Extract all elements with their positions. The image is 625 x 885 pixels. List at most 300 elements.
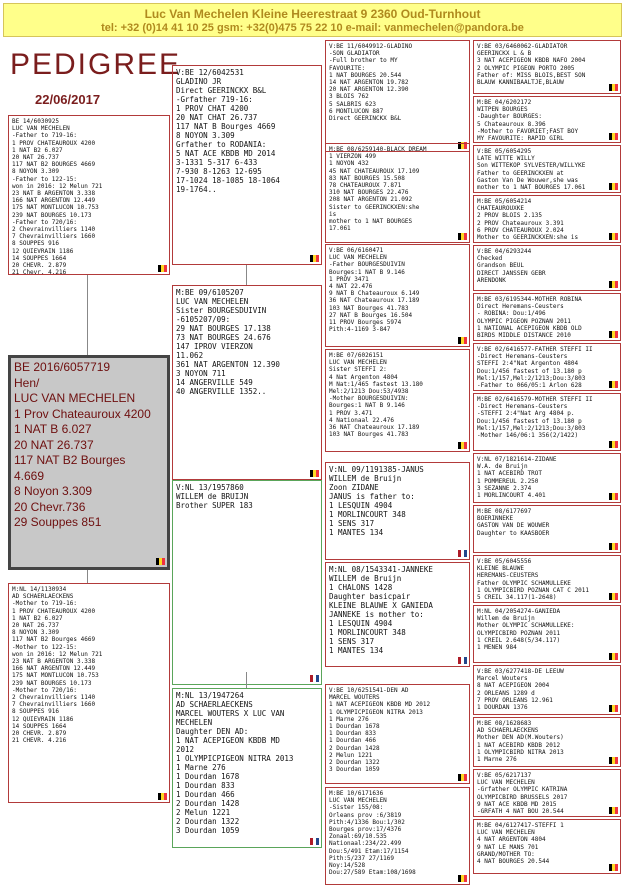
pedigree-line: 1 CREIL 2.648(5/34.117) (477, 636, 561, 644)
pedigree-line: 4 NAT ARGENTON 4804 (477, 836, 546, 844)
pedigree-line: 1 SENS 317 (329, 519, 375, 528)
pedigree-line: GEERINCKX L & B (477, 50, 532, 58)
pedigree-line: -Mother BOURGESDUIVIN: (329, 395, 409, 403)
pedigree-line: 1 OLYMPICBIRD POZNAN CAT C 2011 (477, 586, 589, 594)
pedigree-line: Zoon ZIDANE (329, 483, 379, 492)
pedigree-line: ARENDONK (477, 276, 506, 284)
pedigree-line: 103 NAT Bourges 41.783 (329, 431, 409, 439)
pedigree-line: 1 Dourdan 833 (329, 730, 376, 738)
pedigree-line: 29 NAT BOURGES 17.138 (176, 324, 271, 333)
flag-icon (310, 675, 319, 682)
dam-sire-sire-box (325, 462, 470, 560)
pedigree-line: 78 CHATEAUROUX 7.871 (329, 182, 402, 190)
flag-icon (609, 331, 618, 338)
pedigree-line: 2 ORLEANS 1289 d (477, 689, 535, 697)
flag-icon (310, 470, 319, 477)
great-grandparent-box-14 (473, 717, 621, 767)
pedigree-line: 1 Marne 276 (329, 715, 369, 723)
dam-dam-dam-box (325, 787, 470, 885)
dam-sire-dam-box (325, 562, 470, 667)
pedigree-line: 117 NAT B2 Bourges 4669 (12, 636, 96, 644)
pedigree-line: -Direct Heremans-Ceusters (477, 353, 568, 361)
pedigree-line: GRAND/MOTHER TO: (477, 850, 535, 858)
pedigree-line: 1 MENEN 984 (477, 644, 517, 652)
pedigree-line: 2 Melun 1221 (329, 751, 373, 759)
pedigree-line: M:BE 08/1628683 (477, 720, 532, 727)
pedigree-line: V:BE 10/6251541-DEN AD (329, 687, 409, 694)
pedigree-line: V:BE 11/6049912-GLADINO (329, 43, 413, 50)
great-grandparent-box-12 (473, 605, 621, 663)
pedigree-line: 1 MORLINCOURT 4.401 (477, 492, 546, 500)
pedigree-line: AD SCHAERLAECKENS (176, 700, 253, 709)
pedigree-line: Pith:5/237 27/1169 (329, 854, 395, 862)
pedigree-line: 73 NAT BOURGES 24.676 (176, 333, 271, 342)
pedigree-line: BIRDS MIDDLE DISTANCE 2010 (477, 332, 571, 340)
pedigree-line: 1 PROV 3.471 (329, 409, 373, 417)
pedigree-line: - ROBINA: Dou:1/496 (477, 310, 546, 318)
flag-icon (609, 133, 618, 140)
pedigree-line: V:BE 05/6217137 (477, 772, 532, 779)
pedigree-line: JANUS is father to: (329, 492, 415, 501)
pedigree-line: 19-1764.. (176, 185, 217, 194)
pedigree-date: 22/06/2017 (35, 92, 101, 107)
pedigree-line: LUC VAN MECHELEN (477, 779, 535, 787)
pedigree-line: 12 QUIEVRAIN 1186 (12, 715, 74, 723)
pedigree-line: Dou:1/456 fastest of 13.180 p (477, 417, 582, 425)
pedigree-line: 310 NAT BOURGES 22.476 (329, 189, 409, 197)
flag-icon (609, 864, 618, 871)
great-grandparent-box-13 (473, 665, 621, 715)
pedigree-line: 8 NOYON 3.309 (12, 629, 59, 637)
pedigree-line: -Full brother to MY (329, 57, 398, 65)
pedigree-line: KLEINE BLAUWE X GANIEDA (329, 601, 433, 610)
pedigree-line: 1 NAT B 6.027 (14, 422, 92, 436)
pedigree-line: Daughter basicpair (329, 592, 411, 601)
pedigree-line: 1 PROV CHATEAUROUX 4200 (12, 607, 96, 615)
pedigree-line: Noy:14/528 (329, 862, 366, 870)
pedigree-line: LUC VAN MECHELEN (329, 797, 387, 805)
pedigree-line: 1 MORLINCOURT 348 (329, 628, 406, 637)
pedigree-line: 1 PROV CHAT 4200 (176, 104, 249, 113)
pedigree-line: 1 NAT ACEPIGEON KBDB MD 2012 (329, 701, 431, 709)
pedigree-line: 14 ANGERVILLE 549 (176, 378, 253, 387)
pedigree-line: Willem de Bruijn (477, 615, 535, 623)
pedigree-line: MARCEL WOUTERS (329, 694, 380, 702)
great-grandparent-box-5 (473, 245, 621, 291)
pedigree-line: 3-1331 5-317 6-433 (176, 158, 258, 167)
pedigree-line: M:NL 14/1130934 (12, 586, 67, 593)
pedigree-line: 1 NAT B2 6.027 (12, 614, 63, 622)
pedigree-line: 361 NAT ARGENTON 12.390 (176, 360, 280, 369)
flag-icon (609, 653, 618, 660)
pedigree-line: Mel:1/157,Mel:2/1213;Dou:3/803 (477, 374, 586, 382)
pedigree-line: -6105207/09: (176, 315, 231, 324)
pedigree-line: Mel:1/157,Mel:2/1213;Dou:3/803 (477, 424, 586, 432)
pedigree-line: WILLEM de BRUIJN (176, 492, 249, 501)
dam-dam-box (172, 688, 322, 848)
pedigree-line: 1 SENS 317 (329, 637, 375, 646)
pedigree-line: 9 NAT LE MANS 701 (477, 843, 539, 851)
great-grandparent-box-7 (473, 343, 621, 391)
pedigree-line: Hen/ (14, 375, 40, 390)
pedigree-line: 8 SOUPPES 916 (12, 240, 59, 248)
pedigree-line: 103 NAT Bourges 41.783 (329, 304, 409, 312)
pedigree-line: M Nat:1/465 fastest 13.180 (329, 380, 423, 388)
pedigree-line: 14 NAT ARGENTON 19.782 (329, 79, 409, 87)
pedigree-line: LATE WITTE WILLY (477, 155, 535, 163)
pedigree-line: Direct GEERINCKX B&L (176, 86, 267, 95)
pedigree-line: 1 NAT ACEPIGEON KBDB MD (176, 736, 280, 745)
flag-icon (158, 265, 167, 272)
pedigree-line: Zonaal:69/10.535 (329, 833, 387, 841)
pedigree-line: M:BE 07/6026151 (329, 352, 384, 359)
dam-box (8, 583, 170, 803)
pedigree-line: LUC VAN MECHELEN (329, 254, 387, 262)
pedigree-line: 40 ANGERVILLE 1352.. (176, 387, 267, 396)
pedigree-line: Pith:4/1336 Bou:1/302 (329, 818, 405, 826)
flag-icon (609, 441, 618, 448)
pedigree-line: -Direct Heremans-Ceusters (477, 403, 568, 411)
pedigree-line: -Mother to FAVORIET;FAST BOY (477, 127, 579, 135)
pedigree-line: 29 Souppes 851 (14, 515, 102, 529)
pedigree-line: 8 NAT ACEPIGEON 2004 (477, 682, 550, 690)
pedigree-line: won in 2016: 12 Melun 721 (12, 650, 103, 658)
pedigree-line: 1 PROV CHATEAUROUX 4200 (12, 139, 96, 147)
pedigree-line: 83 NAT BOURGES 15.508 (329, 174, 405, 182)
pedigree-line: 8 NOYON 3.309 (176, 131, 235, 140)
pedigree-line: -SON GLADIATOR (329, 50, 380, 58)
pedigree-line: 3 BLOIS 762 (329, 93, 369, 101)
pedigree-line: 1 DOURDAN 1376 (477, 704, 528, 712)
pedigree-line: -Daughter BOURGES: (477, 113, 543, 121)
pedigree-line: Pith:4-1169 3-847 (329, 326, 391, 334)
pedigree-line: -Mother to 720/16: (12, 686, 78, 694)
pedigree-line: V:BE 02/6416577-FATHER STEFFI II (477, 346, 593, 353)
pedigree-line: 2 Dourdan 1428 (329, 744, 380, 752)
pedigree-line: -Father BOURGESDUIVIN (329, 261, 405, 269)
pedigree-line: V:BE 03/6460062-GLADIATOR (477, 43, 568, 50)
pedigree-line: 1 NAT ACEBIRD TROT (477, 470, 543, 478)
pedigree-line: Brother SUPER 183 (176, 501, 253, 510)
connector-line (87, 570, 88, 583)
pedigree-line: 1 MANTES 134 (329, 646, 384, 655)
pedigree-line: 117 NAT B2 Bourges (14, 453, 126, 467)
flag-icon (609, 84, 618, 91)
connector-line (246, 265, 247, 285)
pedigree-line: MECHELEN (176, 718, 213, 727)
pedigree-line: 3 Dourdan 1059 (176, 826, 240, 835)
pedigree-line: M:BE 08/6177697 (477, 508, 532, 515)
pedigree-line: MY FAVOURITE: RAPID GIRL (477, 135, 564, 143)
pedigree-line: -STEFFI 2:4"Nat Arg 4804 p. (477, 410, 575, 418)
pedigree-line: 27 NAT B Bourges 16.504 (329, 311, 413, 319)
flag-icon (458, 875, 467, 882)
pedigree-line: M:BE 04/6127417-STEFFI 1 (477, 822, 564, 829)
pedigree-line: 6 PROV CHATEAUROUX 2.024 (477, 226, 564, 234)
great-grandparent-box-10 (473, 505, 621, 553)
pedigree-line: 21 CHEVR. 4.216 (12, 737, 67, 745)
pedigree-line: 175 NAT MONTLUCON 10.753 (12, 204, 99, 212)
pedigree-line: 8 SOUPPES 916 (12, 708, 59, 716)
pedigree-title: PEDIGREE (10, 48, 182, 81)
sire-dam-box (172, 285, 322, 480)
pedigree-line: -GRFATH 4 NAT BOU 20.544 (477, 808, 564, 816)
pedigree-line: 4 NAT 22.476 (329, 283, 373, 291)
great-grandparent-box-2 (473, 96, 621, 143)
great-grandparent-box-6 (473, 293, 621, 341)
pedigree-line: LUC VAN MECHELEN (14, 391, 136, 405)
pedigree-line: 1 NAT ACEBIRD KBDB 2012 (477, 741, 561, 749)
pedigree-line: 11.062 (176, 351, 204, 360)
pedigree-line: 8 Noyon 3.309 (14, 484, 93, 498)
pedigree-line: DIRECT JANSSEN GEBR (477, 269, 546, 277)
pedigree-line: HEREMANS-CEUSTERS (477, 572, 539, 580)
pedigree-line: 1 Dourdan 1678 (329, 723, 380, 731)
pedigree-line: OLYMPIC PIGEON POZNAN 2011 (477, 317, 571, 325)
flag-icon (458, 337, 467, 344)
pedigree-line: 20 CHEVR. 2.879 (12, 730, 67, 738)
pedigree-line: 1 NATIONAL ACEPIGEON KBDB OLD (477, 324, 582, 332)
pedigree-line: 1 Marne 276 (176, 763, 226, 772)
pedigree-line: M:NL 13/1947264 (176, 691, 244, 700)
pedigree-line: -Father to 720/16: (12, 218, 78, 226)
pedigree-line: Sister STEFFI 2: (329, 366, 387, 374)
pedigree-line: KLEINE BLAUWE (477, 565, 524, 573)
flag-icon (458, 774, 467, 781)
pedigree-line: -Father to 122-15: (12, 175, 78, 183)
pedigree-line: 1 MORLINCOURT 348 (329, 510, 406, 519)
flag-icon (156, 558, 165, 565)
pedigree-line: 7 PROV ORLEANS 12.961 (477, 696, 553, 704)
pedigree-line: -Mother 146/06:1 356(2/1422) (477, 432, 579, 440)
pedigree-line: 175 NAT MONTLUCON 10.753 (12, 672, 99, 680)
pedigree-line: Grfather to RODANIA: (176, 140, 267, 149)
pedigree-line: WILLEM de Bruijn (329, 574, 402, 583)
pedigree-line: 9 NAT ACE KBDB MD 2015 (477, 800, 557, 808)
great-grandparent-box-9 (473, 453, 621, 503)
breeder-address: Luc Van Mechelen Kleine Heerestraat 9 2360 Oud-Turnhout (144, 7, 481, 21)
pedigree-line: Daughter DEN AD: (176, 727, 249, 736)
pedigree-line: 5 NAT ACE KBDB MD 2014 (176, 149, 276, 158)
sire-box (8, 115, 170, 275)
pedigree-line: 2 Chevrainvilliers 1140 (12, 226, 96, 234)
pedigree-line: V:NL 07/1821614-ZIDANE (477, 456, 557, 463)
pedigree-line: 1 Prov Chateauroux 4200 (14, 406, 151, 421)
pedigree-line: 2 PROV BLOIS 2.135 (477, 212, 543, 220)
pedigree-line: 36 NAT Chateauroux 17.189 (329, 424, 420, 432)
breeder-contact: tel: +32 (0)14 41 10 25 gsm: +32(0)475 75 22 10 e-mail: vanmechelen@pandora.be (101, 22, 524, 34)
pedigree-line: 2 Melun 1221 (176, 808, 231, 817)
pedigree-line: is (329, 210, 337, 218)
sire-sire-sire-box (325, 40, 470, 152)
pedigree-line: 20 NAT ARGENTON 12.390 (329, 86, 409, 94)
pedigree-line: M:BE 08/6259140-BLACK DREAM (329, 146, 427, 153)
pedigree-line: OLYMPICBIRD BRUSSELS 2017 (477, 793, 568, 801)
flag-icon (458, 442, 467, 449)
pedigree-line: M:BE 02/6416579-MOTHER STEFFI II (477, 396, 593, 403)
pedigree-line: 7 Chevrainvilliers 1660 (12, 701, 96, 709)
pedigree-line: 1 NAT BOURGES 20.544 (329, 71, 402, 79)
pedigree-line: 3 NOYON 711 (176, 369, 226, 378)
pedigree-line: 1 Marne 276 (477, 756, 517, 764)
pedigree-line: FAVOURITE: (329, 64, 366, 72)
pedigree-line: 2 Dourdan 1322 (176, 817, 240, 826)
pedigree-line: V:BE 05/6045556 (477, 558, 532, 565)
pedigree-line: M:NL 04/2054274-GANIEDA (477, 608, 561, 615)
pedigree-line: Grandson BEUL (477, 262, 524, 270)
pedigree-line: -Mother to 719-16: (12, 600, 78, 608)
pedigree-line: Bourges prov:17/4376 (329, 826, 402, 834)
pedigree-line: 2 Dourdan 1322 (329, 759, 380, 767)
pedigree-line: 1 Dourdan 466 (176, 790, 235, 799)
pedigree-line: 2 OLYMPIC PIGEON PORTO 2005 (477, 64, 575, 72)
pedigree-line: 1 MANTES 134 (329, 528, 384, 537)
great-grandparent-box-8 (473, 393, 621, 451)
pedigree-line: 1 OLYMPICPIGEON NITRA 2013 (176, 754, 294, 763)
pedigree-line: 1 LESQUIN 4904 (329, 619, 393, 628)
sire-dam-dam-box (325, 349, 470, 452)
pedigree-line: Mother to GEERINCKXEN:she is (477, 234, 579, 242)
pedigree-line: V:BE 05/6054295 (477, 148, 532, 155)
pedigree-line: 21 Chevr. 4.216 (12, 269, 67, 275)
pedigree-line: 117 NAT B2 BOURGES 4669 (12, 161, 96, 169)
pedigree-line: 1 VIERZON 499 (329, 153, 376, 161)
pedigree-line: 3 Dourdan 1059 (329, 766, 380, 774)
pedigree-line: 3 SEZANNE 2.374 (477, 484, 532, 492)
pedigree-line: -Father to 719-16: (12, 132, 78, 140)
flag-icon (609, 593, 618, 600)
pedigree-line: 1 PROV 3471 (329, 275, 369, 283)
flag-icon (609, 281, 618, 288)
pedigree-line: Mother DEN AD(M.Wouters) (477, 734, 564, 742)
sire-dam-sire-box (325, 244, 470, 347)
connector-line (246, 672, 247, 688)
pedigree-line: WILLEM de Bruijn (329, 474, 402, 483)
pedigree-line: Father of: MISS BLOIS,BEST SON (477, 71, 586, 79)
pedigree-line: BOERINNEKE (477, 515, 514, 523)
flag-icon (158, 793, 167, 800)
pedigree-line: 4 NAT BOURGES 20.544 (477, 858, 550, 866)
pedigree-line: -Sister 155/08: (329, 804, 384, 812)
pedigree-line: 6 MONTLUCON 887 (329, 107, 384, 115)
flag-icon (609, 705, 618, 712)
pedigree-line: 1 Dourdan 466 (329, 737, 376, 745)
great-grandparent-box-4 (473, 195, 621, 243)
flag-icon (609, 233, 618, 240)
pedigree-line: 45 NAT CHATEAUROUX 17.109 (329, 167, 420, 175)
pedigree-line: 2 Chevrainvilliers 1140 (12, 694, 96, 702)
pedigree-line: 1 CHALONS 1428 (329, 583, 393, 592)
dam-sire-box (172, 480, 322, 685)
great-grandparent-box-15 (473, 769, 621, 817)
dam-dam-sire-box (325, 684, 470, 784)
pedigree-line: GASTON VAN DE WOUWER (477, 522, 550, 530)
pedigree-line: 5 SALBRIS 623 (329, 100, 376, 108)
pedigree-line: BE 14/6030925 (12, 118, 59, 125)
pedigree-line: AD SCHAERLAECKENS (477, 727, 539, 735)
pedigree-line: 1 OLYMPICBIRD NITRA 2013 (477, 748, 564, 756)
pedigree-line: M:BE 09/6105207 (176, 288, 244, 297)
pedigree-line: -Grfather 719-16: (176, 95, 253, 104)
flag-icon (609, 757, 618, 764)
pedigree-line: 4 Nat Argenton 4804 (329, 373, 398, 381)
pedigree-line: 117 NAT B Bourges 4669 (176, 122, 276, 131)
flag-icon (609, 493, 618, 500)
pedigree-line: mother to 1 NAT BOURGES 17.061 (477, 184, 586, 192)
pedigree-line: Sister to GEERINCKXEN:she (329, 203, 420, 211)
pedigree-line: 20 NAT 26.737 (14, 437, 94, 452)
pedigree-line: 23 NAT B ARGENTON 3.338 (12, 190, 96, 198)
pedigree-line: BLAUW KANNIBAALTJE,BLAUW (477, 79, 564, 87)
flag-icon (609, 183, 618, 190)
pedigree-line: 208 NAT ARGENTON 21.092 (329, 196, 413, 204)
pedigree-line: 23 NAT B ARGENTON 3.338 (12, 658, 96, 666)
pedigree-line: Checked (477, 255, 503, 263)
pedigree-line: MARCEL WOUTERS X LUC VAN (176, 709, 285, 718)
pedigree-line: 20 NAT CHAT 26.737 (176, 113, 258, 122)
pedigree-line: 1 NOYON 432 (329, 160, 369, 168)
pedigree-line: Direct GEERINCKX B&L (329, 115, 402, 123)
pedigree-line: -Grfather OLYMPIC KATRINA (477, 786, 568, 794)
pedigree-line: 2 PROV Chateauroux 3.391 (477, 219, 564, 227)
pedigree-line: Marcel Wouters (477, 675, 528, 683)
contact-header (3, 3, 622, 37)
pedigree-line: 17.061 (329, 225, 351, 233)
great-grandparent-box-1 (473, 40, 621, 94)
great-grandparent-box-16 (473, 819, 621, 874)
pedigree-line: LUC VAN MECHELEN (329, 359, 387, 367)
pedigree-line: Bourges:1 NAT B 9.146 (329, 268, 405, 276)
pedigree-line: LUC VAN MECHELEN (477, 829, 535, 837)
pedigree-line: 239 NAT BOURGES 10.173 (12, 679, 92, 687)
pedigree-line: 20 CHEVR. 2.879 (12, 262, 67, 270)
pedigree-line: Bourges:1 NAT B 9.146 (329, 402, 405, 410)
pedigree-line: 14 SOUPPES 1664 (12, 722, 67, 730)
pedigree-line: 14 SOUPPES 1664 (12, 254, 67, 262)
pedigree-line: V:NL 09/1191385-JANUS (329, 465, 424, 474)
pedigree-line: 166 NAT ARGENTON 12.449 (12, 665, 96, 673)
pedigree-line: Father to GEERINCKXEN at (477, 169, 564, 177)
connector-line (87, 275, 88, 355)
pedigree-line: mother to 1 NAT BOURGES (329, 218, 413, 226)
pedigree-line: Mel:2/1213 Dou:53/4938 (329, 388, 409, 396)
flag-icon (458, 657, 467, 664)
pedigree-line: M:NL 08/1543341-JANNEKE (329, 565, 433, 574)
pedigree-line: V:BE 03/6277418-DE LEEUW (477, 668, 564, 675)
pedigree-line: Dou:5/491 Etam:17/1154 (329, 847, 409, 855)
pedigree-line: 20 Chevr.736 (14, 499, 86, 514)
pedigree-line: 1 OLYMPICPIGEON NITRA 2013 (329, 708, 423, 716)
pedigree-line: STEFFI 2:4"Nat Argenton 4804 (477, 360, 579, 368)
pedigree-line: V:BE 04/6293244 (477, 248, 532, 255)
sire-sire-dam-box (325, 143, 470, 243)
pedigree-line: LUC VAN MECHELEN (12, 125, 70, 133)
pedigree-line: Father OLYMPIC SCHAMULLEKE (477, 579, 571, 587)
pedigree-line: 7-930 8-1263 12-695 (176, 167, 262, 176)
pedigree-line: 1 LESQUIN 4904 (329, 501, 393, 510)
pedigree-line: Nationaal:234/22.499 (329, 840, 402, 848)
pedigree-line: WITPEN BOURGES (477, 106, 528, 114)
pedigree-line: CHATEAUROUXKE (477, 205, 524, 213)
pedigree-line: 4.669 (14, 468, 45, 483)
flag-icon (458, 550, 467, 557)
pedigree-line: V:NL 13/1957860 (176, 483, 244, 492)
pedigree-line: 3 NAT ACEPIGEON KBDB NAFO 2004 (477, 57, 586, 65)
pedigree-line: M:BE 05/6054214 (477, 198, 532, 205)
pedigree-line: 1 NAT B2 6.027 (12, 146, 63, 154)
pedigree-line: 1 POMMEREUL 2.250 (477, 477, 539, 485)
pedigree-line: 2012 (176, 745, 195, 754)
